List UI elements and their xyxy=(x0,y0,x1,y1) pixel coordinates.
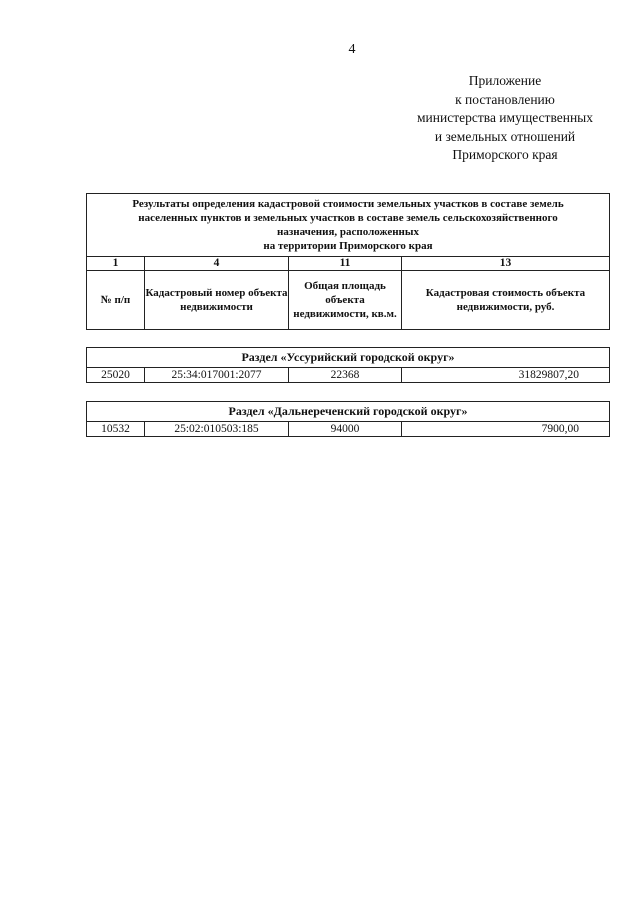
column-header-number: № п/п xyxy=(87,271,145,330)
row-cadastral-value: 7900,00 xyxy=(402,422,610,437)
row-area: 22368 xyxy=(289,368,402,383)
appendix-line: министерства имущественных xyxy=(417,110,593,125)
column-header-area: Общая площадь объекта недвижимости, кв.м. xyxy=(289,271,402,330)
appendix-line: к постановлению xyxy=(455,91,555,107)
section-title: Раздел «Уссурийский городской округ» xyxy=(87,348,610,368)
table-title xyxy=(87,194,610,257)
column-number: 13 xyxy=(402,257,610,271)
appendix-line: и земельных отношений xyxy=(434,128,576,144)
appendix-line: Приморского края xyxy=(452,147,558,162)
section-table-dalnerechensky xyxy=(86,401,610,437)
column-number: 4 xyxy=(145,257,289,271)
table-row xyxy=(87,368,610,383)
page-number: 4 xyxy=(348,42,356,57)
table-title-line: населенных пунктов и земельных участков в составе земель сельскохозяйственного xyxy=(138,212,558,224)
row-cadastral-value: 31829807,20 xyxy=(402,368,610,383)
appendix-line: Приложение xyxy=(468,73,542,88)
appendix-header xyxy=(395,72,615,165)
row-area: 94000 xyxy=(289,422,402,437)
column-header-cadastral-value: Кадастровая стоимость объекта недвижимости, руб. xyxy=(402,271,610,330)
section-title: Раздел «Дальнереченский городской округ» xyxy=(87,402,610,422)
section-table-ussuriysky xyxy=(86,347,610,383)
row-cadastral-number: 25:02:010503:185 xyxy=(145,422,289,437)
table-row xyxy=(87,422,610,437)
column-header-cadastral-number: Кадастровый номер объекта недвижимости xyxy=(145,271,289,330)
table-title-line: назначения, расположенных xyxy=(277,226,419,238)
column-number: 11 xyxy=(289,257,402,271)
table-title-line: Результаты определения кадастровой стоимости земельных участков в составе земель xyxy=(132,198,564,210)
cadastral-results-table xyxy=(86,193,610,330)
row-number: 10532 xyxy=(87,422,145,437)
row-number: 25020 xyxy=(87,368,145,383)
row-cadastral-number: 25:34:017001:2077 xyxy=(145,368,289,383)
column-number: 1 xyxy=(87,257,145,271)
table-title-line: на территории Приморского края xyxy=(263,240,433,252)
